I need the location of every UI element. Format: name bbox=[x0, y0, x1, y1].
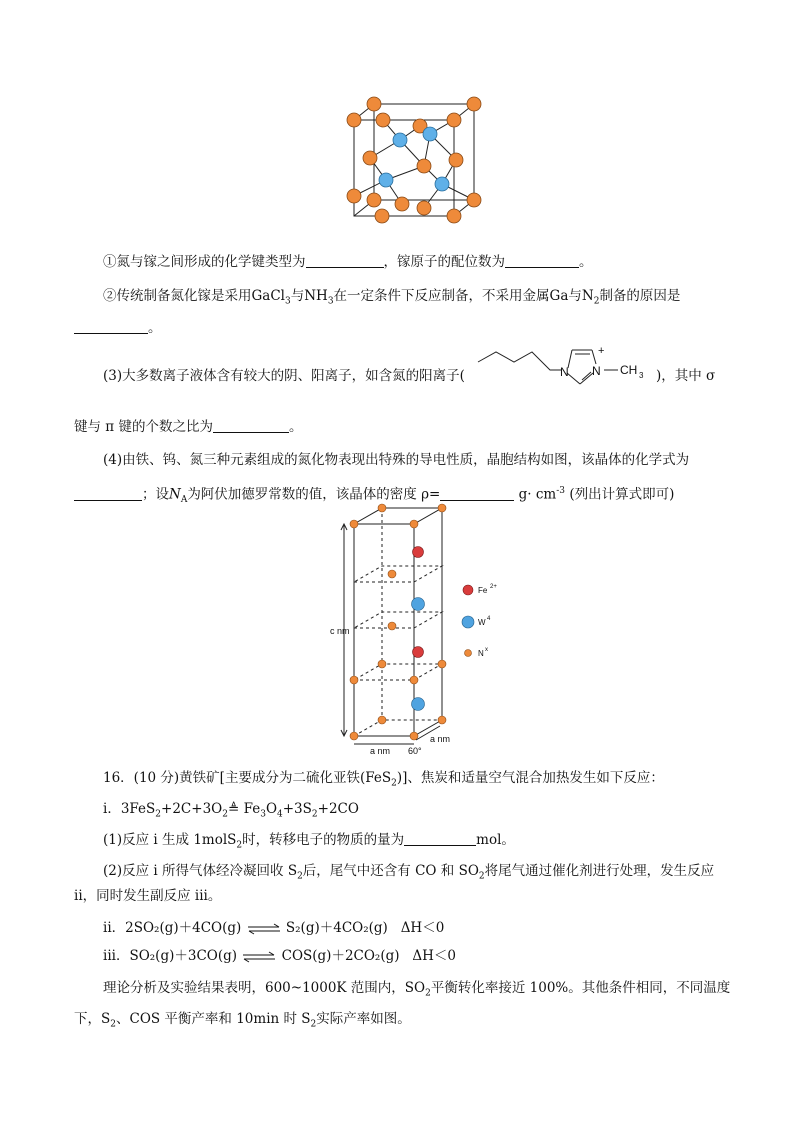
equilibrium-arrow-icon bbox=[246, 923, 282, 935]
avogadro-symbol: N bbox=[169, 486, 181, 503]
subscript: 3 bbox=[260, 809, 266, 820]
methyl-subscript: 3 bbox=[639, 371, 644, 380]
subscript: 2 bbox=[110, 1019, 116, 1030]
reaction-iii bbox=[103, 946, 456, 966]
text: (列出计算式即可) bbox=[569, 486, 675, 503]
text: 理论分析及实验结果表明，600~1000K 范围内，SO bbox=[103, 980, 426, 996]
text: )]、焦炭和适量空气混合加热发生如下反应： bbox=[396, 770, 664, 786]
answer-blank[interactable] bbox=[440, 486, 514, 501]
reaction-label: i． bbox=[103, 801, 121, 817]
text: ②传统制备氮化镓是采用 bbox=[103, 288, 252, 304]
subscript: 2 bbox=[297, 871, 303, 882]
reaction-label: ii． bbox=[103, 920, 126, 936]
reactants: 2SO₂(g)＋4CO(g) bbox=[125, 920, 242, 936]
nitride-unit-cell-figure bbox=[330, 500, 520, 755]
text: 在一定条件下反应制备，不采用金属 bbox=[333, 288, 550, 304]
text: 与 bbox=[568, 288, 582, 304]
text: (1)反应 i 生成 1molS bbox=[103, 832, 237, 848]
text: 时，转移电子的物质的量为 bbox=[242, 832, 405, 848]
text: (3)大多数离子液体含有较大的阴、阳离子，如含氮的阳离子( bbox=[103, 368, 465, 384]
question-3-line-2 bbox=[74, 417, 302, 437]
fe-legend-sup: 2+ bbox=[490, 584, 497, 590]
question-16-part-3-line-2 bbox=[74, 1009, 411, 1035]
formula: Fe bbox=[243, 801, 261, 817]
subscript: 3 bbox=[284, 296, 291, 307]
w-legend-sup: 4 bbox=[487, 616, 491, 622]
text: g· cm bbox=[514, 486, 557, 503]
n-legend-marker bbox=[465, 650, 472, 657]
question-16-part-2 bbox=[103, 861, 714, 887]
enthalpy: ΔH＜0 bbox=[412, 948, 457, 964]
text: 为阿伏加德罗常数的值，该晶体的密度 ρ= bbox=[187, 486, 441, 503]
equilibrium-arrow-icon bbox=[241, 951, 277, 963]
text: 。 bbox=[148, 320, 162, 336]
text: 键与 π 键的个数之比为 bbox=[74, 419, 213, 435]
question-16-part-1 bbox=[103, 830, 515, 856]
subscript: 2 bbox=[593, 296, 600, 307]
c-label: c nm bbox=[330, 626, 350, 636]
question-3 bbox=[103, 366, 465, 386]
formula: GaCl bbox=[251, 288, 285, 304]
n-legend-label: N bbox=[478, 649, 484, 658]
formula: +2C+3O bbox=[161, 801, 223, 817]
superscript: -3 bbox=[556, 486, 566, 496]
formula: 3FeS bbox=[120, 801, 156, 817]
question-2-part-1 bbox=[103, 252, 593, 272]
subscript: 4 bbox=[277, 809, 283, 820]
reaction-ii bbox=[103, 918, 444, 938]
text: (4)由铁、钨、氮三种元素组成的氮化物表现出特殊的导电性质，晶胞结构如图，该晶体的化学式为 bbox=[103, 452, 690, 468]
methyl-group: CH bbox=[620, 363, 638, 377]
text: 。 bbox=[288, 419, 303, 435]
formula: Ga bbox=[549, 288, 569, 304]
formula: +3S bbox=[282, 801, 312, 817]
question-3-tail bbox=[656, 366, 715, 386]
text: 制备的原因是 bbox=[599, 288, 681, 304]
text: (2)反应 i 所得气体经冷凝回收 S bbox=[103, 863, 298, 879]
question-16-part-2-line-2 bbox=[74, 886, 221, 906]
question-16-header bbox=[103, 768, 664, 794]
subscript: 3 bbox=[327, 296, 334, 307]
question-2-part-2 bbox=[103, 286, 680, 312]
question-4 bbox=[103, 450, 689, 470]
products: S₂(g)＋4CO₂(g) bbox=[285, 920, 388, 936]
answer-blank[interactable] bbox=[306, 253, 384, 268]
reactants: SO₂(g)＋3CO(g) bbox=[129, 948, 238, 964]
nitrogen-left: N bbox=[560, 365, 569, 379]
text: 、COS 平衡产率和 10min 时 S bbox=[115, 1011, 311, 1027]
answer-blank[interactable] bbox=[213, 418, 289, 433]
text: 16．(10 分)黄铁矿[主要成分为二硫化亚铁(FeS bbox=[103, 770, 392, 786]
products: COS(g)＋2CO₂(g) bbox=[281, 948, 400, 964]
text: 后，尾气中还含有 CO 和 SO bbox=[302, 863, 479, 879]
answer-blank[interactable] bbox=[404, 831, 476, 846]
question-2-part-2-blank-line bbox=[74, 318, 162, 338]
subscript: 2 bbox=[222, 809, 228, 820]
nitrogen-right: N bbox=[592, 364, 601, 378]
w-legend-marker bbox=[462, 616, 474, 628]
subscript: A bbox=[180, 495, 188, 506]
enthalpy: ΔH＜0 bbox=[400, 920, 445, 936]
text: mol。 bbox=[476, 832, 515, 848]
subscript: 2 bbox=[310, 1019, 317, 1030]
subscript: 2 bbox=[311, 809, 318, 820]
subscript: 2 bbox=[391, 778, 397, 789]
text: 将尾气通过催化剂进行处理，发生反应 bbox=[484, 863, 715, 879]
positive-charge: + bbox=[598, 345, 605, 357]
formula: +2CO bbox=[317, 801, 359, 817]
question-16-part-3 bbox=[103, 978, 730, 1004]
angle-label: 60° bbox=[408, 746, 422, 755]
formula: O bbox=[265, 801, 278, 817]
text: ，镓原子的配位数为 bbox=[383, 254, 505, 270]
n-legend-sup: x bbox=[485, 647, 488, 653]
fe-legend-label: Fe bbox=[478, 586, 488, 595]
imidazolium-cation-figure bbox=[476, 340, 656, 390]
gan-crystal-figure bbox=[336, 92, 496, 227]
formula: NH bbox=[304, 288, 328, 304]
a-label-2: a nm bbox=[430, 734, 451, 744]
fe-legend-marker bbox=[463, 585, 473, 595]
text: ；设 bbox=[142, 486, 169, 503]
text: 与 bbox=[290, 288, 305, 304]
subscript: 2 bbox=[155, 809, 162, 820]
subscript: 2 bbox=[236, 840, 243, 851]
reaction-label: iii． bbox=[103, 948, 130, 964]
text: )，其中 σ bbox=[656, 368, 716, 384]
heat-arrow: ≜ bbox=[227, 801, 240, 817]
formula: N bbox=[581, 288, 594, 304]
text: 实际产率如图。 bbox=[316, 1011, 411, 1027]
text: 平衡转化率接近 100%。其他条件相同，不同温度 bbox=[430, 980, 731, 996]
text: 下，S bbox=[74, 1011, 111, 1027]
subscript: 2 bbox=[478, 871, 485, 882]
text: 。 bbox=[579, 254, 593, 270]
w-legend-label: W bbox=[478, 618, 486, 627]
answer-blank[interactable] bbox=[505, 253, 579, 268]
text: ①氮与镓之间形成的化学键类型为 bbox=[103, 254, 306, 270]
answer-blank[interactable] bbox=[74, 486, 142, 501]
text: ii，同时发生副反应 iii。 bbox=[74, 888, 222, 904]
answer-blank[interactable] bbox=[74, 319, 148, 334]
reaction-i bbox=[103, 799, 359, 825]
subscript: 2 bbox=[425, 988, 431, 999]
a-label-1: a nm bbox=[370, 746, 391, 755]
